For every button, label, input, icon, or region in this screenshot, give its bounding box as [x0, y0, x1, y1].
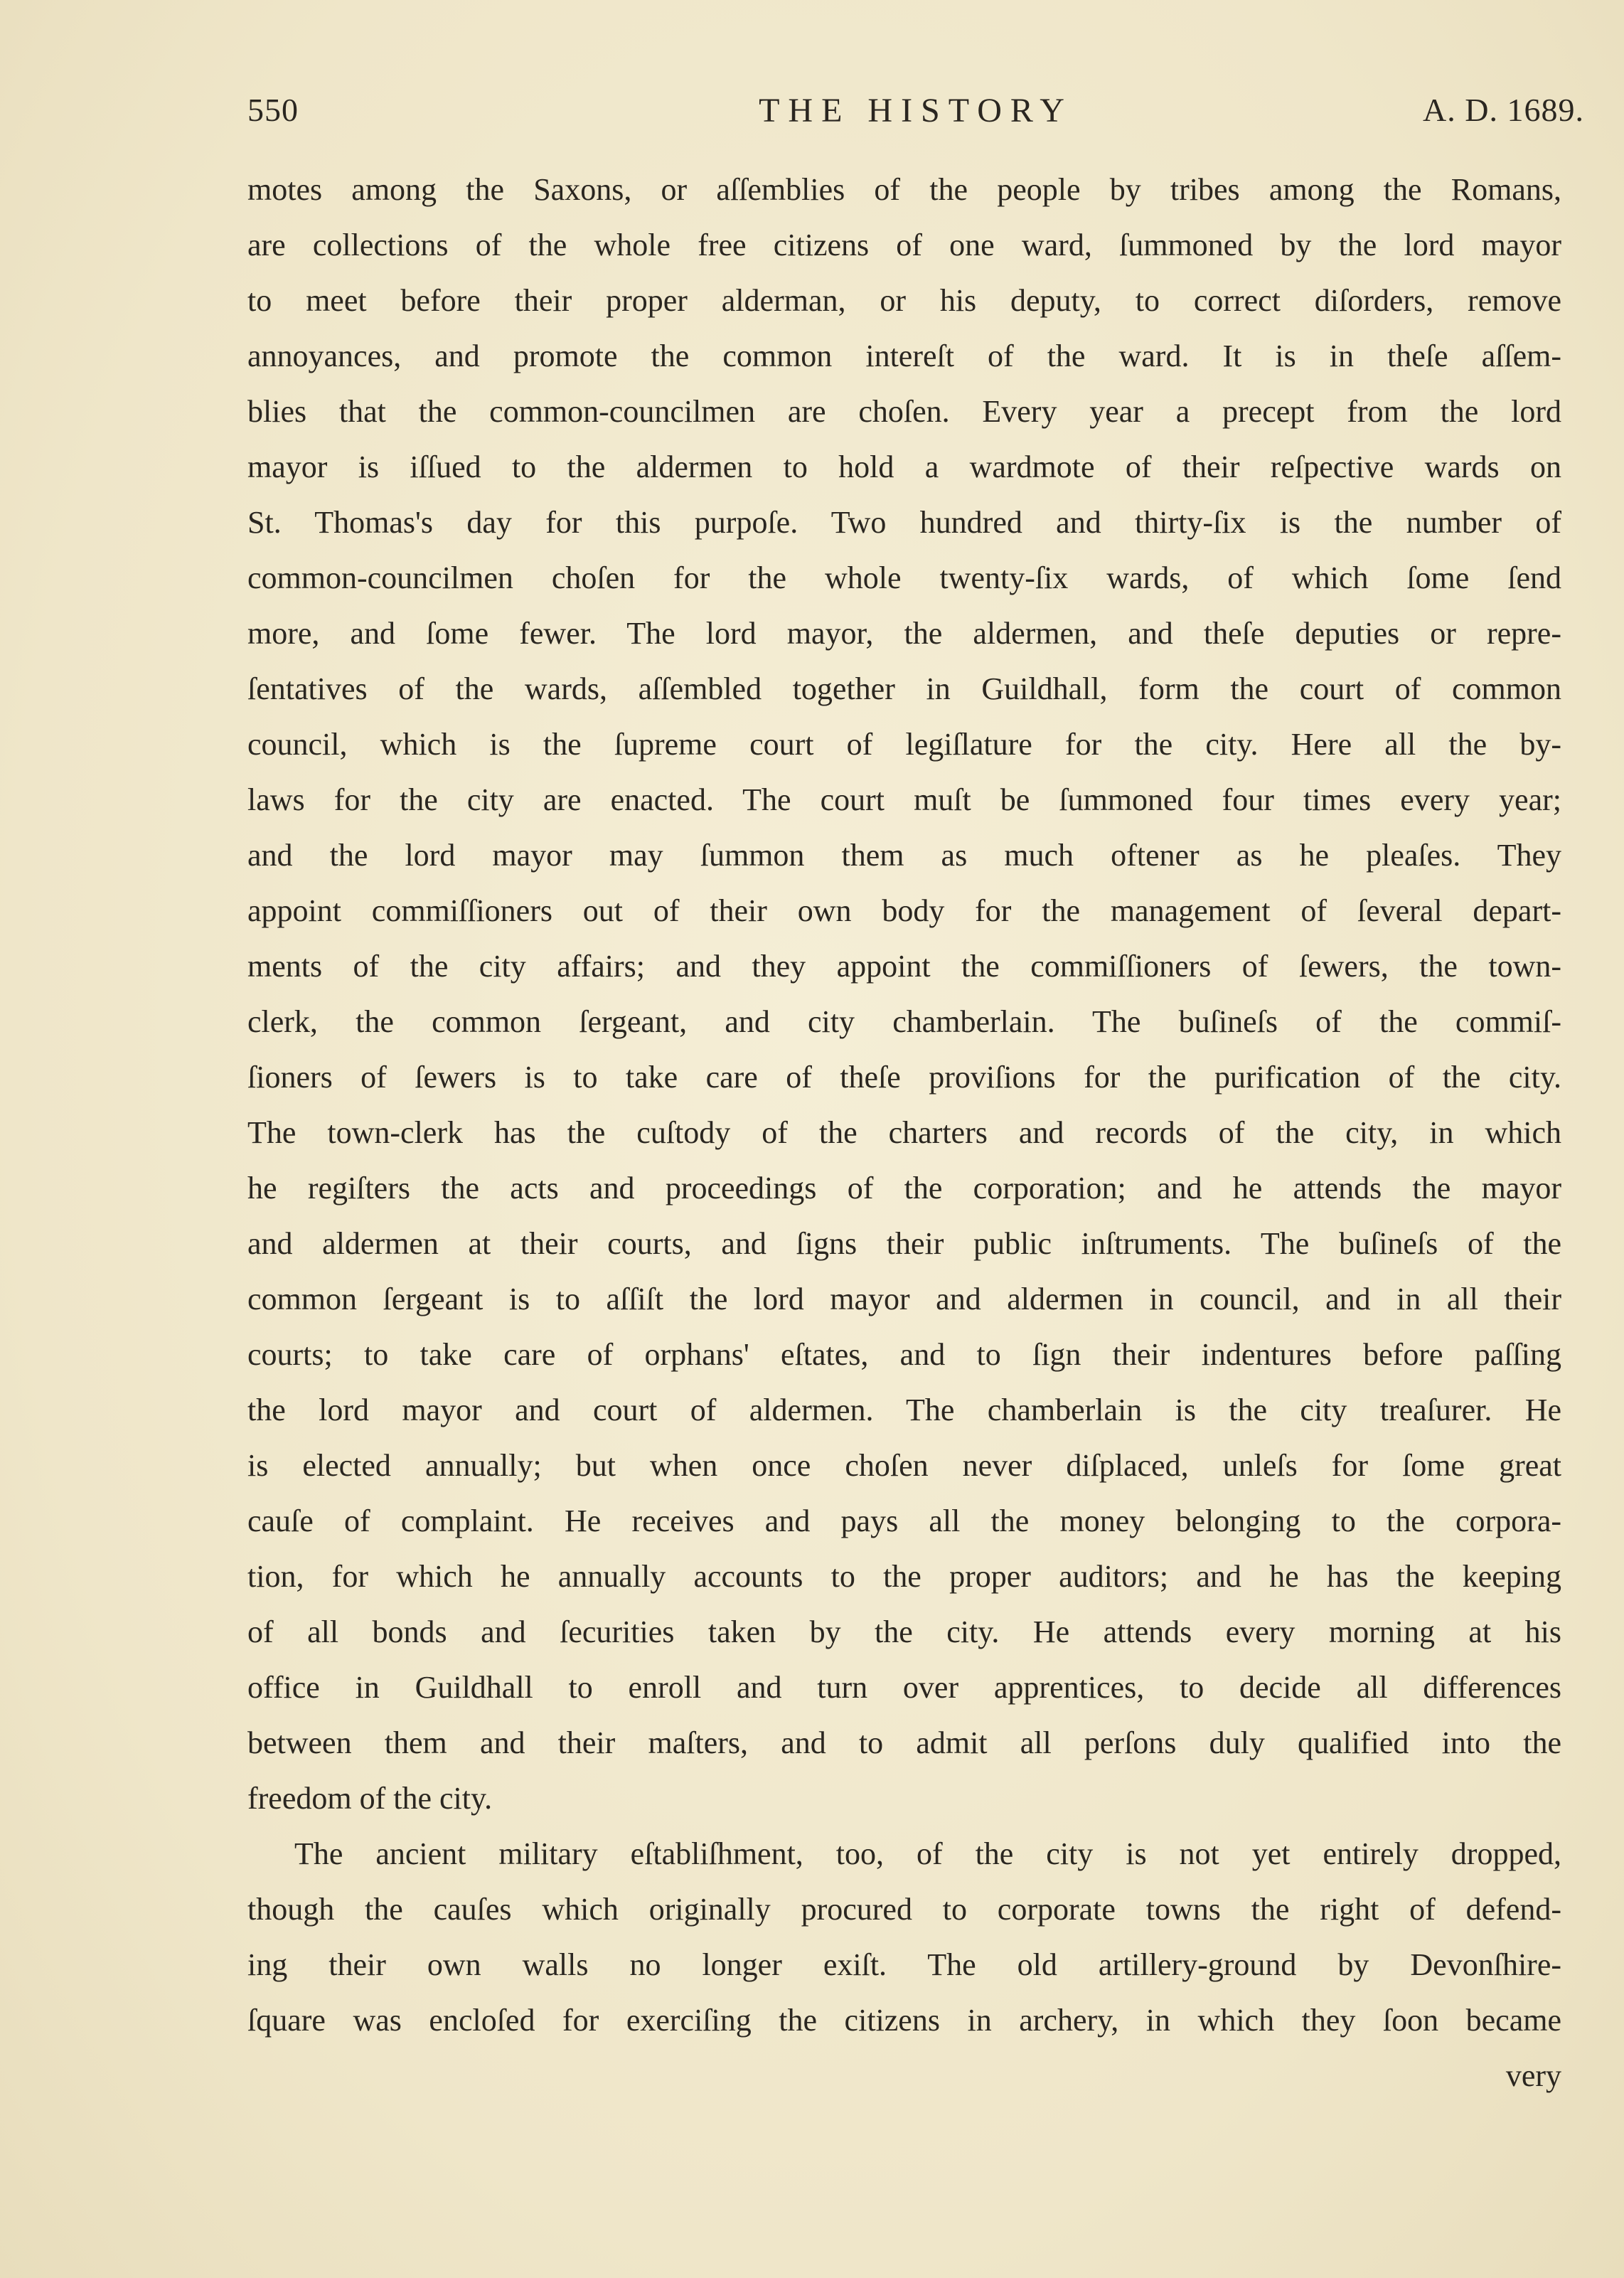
text-line: cauſe of complaint. He receives and pays all the money belonging to the corpora- [247, 1503, 1561, 1538]
text-line: ſioners of ſewers is to take care of theſe proviſions for the purification of the city. [247, 1060, 1561, 1095]
paragraph [247, 162, 1561, 1826]
text-line: ments of the city affairs; and they appoint the commiſſioners of ſewers, the town- [247, 949, 1561, 984]
page-header [247, 91, 1584, 148]
text-line: to meet before their proper alderman, or his deputy, to correct diſorders, remove [247, 283, 1561, 318]
text-line: mayor is iſſued to the aldermen to hold a wardmote of their reſpective wards on [247, 449, 1561, 484]
text-line: are collections of the whole free citizens of one ward, ſummoned by the lord mayor [247, 228, 1561, 262]
running-title: THE HISTORY [759, 92, 1073, 129]
text-line: he regiſters the acts and proceedings of the corporation; and he attends the mayor [247, 1171, 1561, 1205]
text-line: blies that the common-councilmen are choſen. Every year a precept from the lord [247, 394, 1561, 429]
text-line: tion, for which he annually accounts to the proper auditors; and he has the keeping [247, 1559, 1561, 1594]
text-line: ing their own walls no longer exiſt. The old artillery-ground by Devonſhire- [247, 1947, 1561, 1982]
catchword: very [1505, 2058, 1561, 2093]
text-line: ſentatives of the wards, aſſembled together in Guildhall, form the court of common [247, 671, 1561, 706]
text-line: common ſergeant is to aſſiſt the lord mayor and aldermen in council, and in all their [247, 1282, 1561, 1316]
text-line: common-councilmen choſen for the whole twenty-ſix wards, of which ſome ſend [247, 560, 1561, 595]
text-line: and aldermen at their courts, and ſigns their public inſtruments. The buſineſs of the [247, 1226, 1561, 1261]
text-line: ſquare was encloſed for exerciſing the citizens in archery, in which they ſoon became [247, 2003, 1561, 2038]
text-line: of all bonds and ſecurities taken by the city. He attends every morning at his [247, 1614, 1561, 1649]
text-line: appoint commiſſioners out of their own body for the management of ſeveral depart- [247, 893, 1561, 928]
text-line: annoyances, and promote the common intereſt of the ward. It is in theſe aſſem- [247, 339, 1561, 373]
page-number: 550 [247, 92, 299, 128]
text-line: and the lord mayor may ſummon them as much oftener as he pleaſes. They [247, 838, 1561, 873]
text-line: though the cauſes which originally procured to corporate towns the right of defend- [247, 1892, 1561, 1927]
text-line: freedom of the city. [247, 1781, 493, 1816]
text-line: office in Guildhall to enroll and turn over apprentices, to decide all differences [247, 1670, 1561, 1705]
text-line: laws for the city are enacted. The court muſt be ſummoned four times every year; [247, 782, 1561, 817]
text-line: clerk, the common ſergeant, and city chamberlain. The buſineſs of the commiſ- [247, 1004, 1561, 1039]
year-marker: A. D. 1689. [1423, 92, 1584, 128]
text-line: The town-clerk has the cuſtody of the charters and records of the city, in which [247, 1115, 1561, 1150]
text-line: council, which is the ſupreme court of legiſlature for the city. Here all the by- [247, 727, 1561, 762]
body-text [247, 162, 1561, 2104]
text-line: St. Thomas's day for this purpoſe. Two hundred and thirty-ſix is the number of [247, 505, 1561, 540]
text-line: motes among the Saxons, or aſſemblies of the people by tribes among the Romans, [247, 172, 1561, 207]
text-line: courts; to take care of orphans' eſtates, and to ſign their indentures before paſſing [247, 1337, 1561, 1372]
text-line: the lord mayor and court of aldermen. The chamberlain is the city treaſurer. He [247, 1393, 1561, 1427]
text-line: between them and their maſters, and to admit all perſons duly qualified into the [247, 1725, 1561, 1760]
text-line: The ancient military eſtabliſhment, too, of the city is not yet entirely dropped, [294, 1836, 1561, 1871]
text-line: is elected annually; but when once choſen never diſplaced, unleſs for ſome great [247, 1448, 1561, 1483]
text-line: more, and ſome fewer. The lord mayor, the aldermen, and theſe deputies or repre- [247, 616, 1561, 651]
paragraph [247, 1826, 1561, 2048]
